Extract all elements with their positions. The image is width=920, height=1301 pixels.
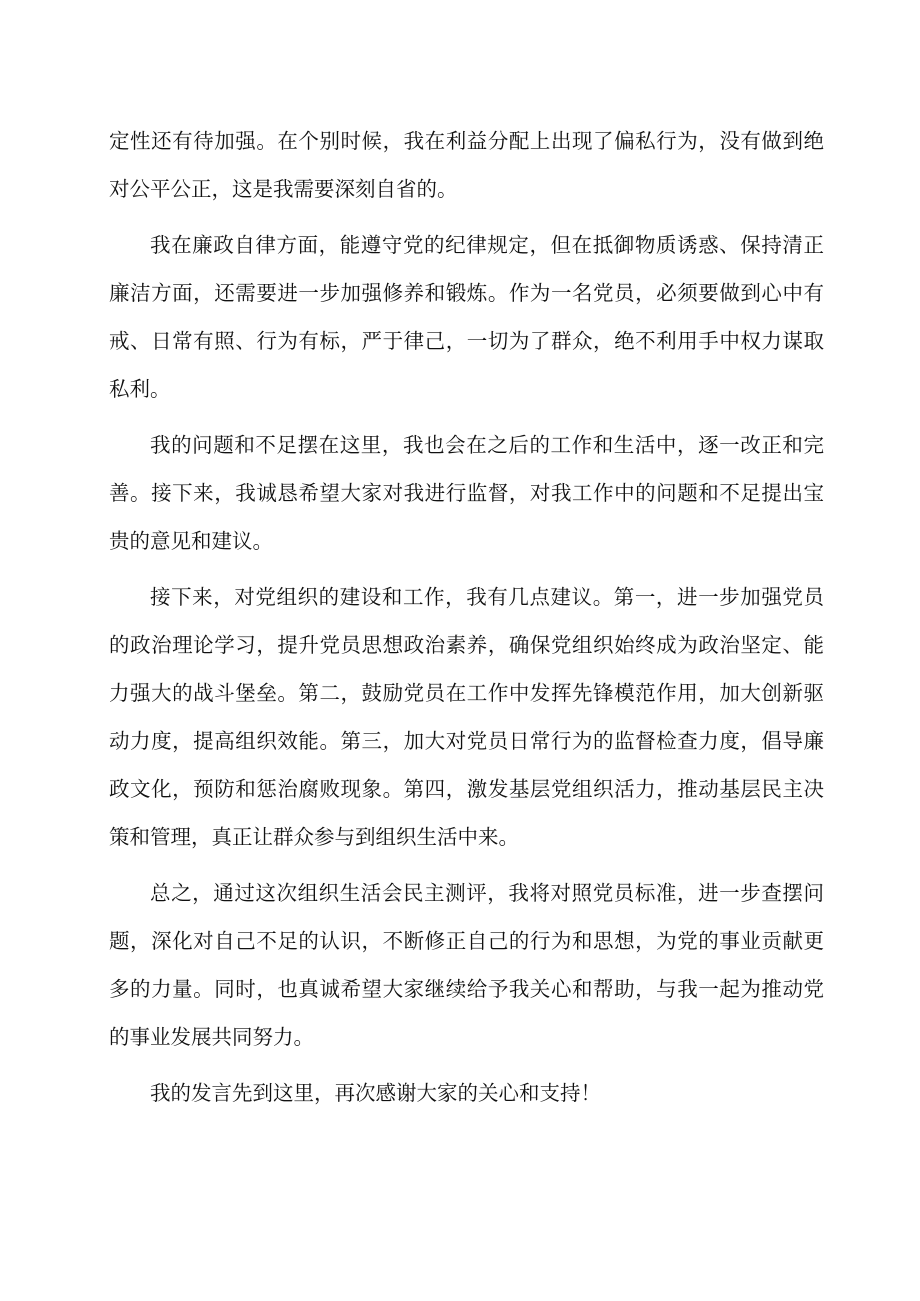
paragraph-closing: 我的发言先到这里，再次感谢大家的关心和支持！ — [150, 1081, 601, 1105]
paragraph-problems: 我的问题和不足摆在这里，我也会在之后的工作和生活中，逐一改正和完善。接下来，我诚恳希望大家对我进行监督，对我工作中的问题和不足提出宝贵的意见和建议。 — [109, 433, 824, 553]
paragraph-continuation: 定性还有待加强。在个别时候，我在利益分配上出现了偏私行为，没有做到绝对公平公正，这是我需要深刻自省的。 — [109, 129, 824, 201]
document-body — [109, 117, 824, 1117]
paragraph-conclusion: 总之，通过这次组织生活会民主测评，我将对照党员标准，进一步查摆问题，深化对自己不足的认识，不断修正自己的行为和思想，为党的事业贡献更多的力量。同时，也真诚希望大家继续给予我关心和帮助，与我一起为推动党的事业发展共同努力。 — [109, 881, 824, 1049]
paragraph-suggestions: 接下来，对党组织的建设和工作，我有几点建议。第一，进一步加强党员的政治理论学习，提升党员思想政治素养，确保党组织始终成为政治坚定、能力强大的战斗堡垒。第二，鼓励党员在工作中发挥先锋模范作用，加大创新驱动力度，提高组织效能。第三，加大对党员日常行为的监督检查力度，倡导廉政文化，预防和惩治腐败现象。第四，激发基层党组织活力，推动基层民主决策和管理，真正让群众参与到组织生活中来。 — [109, 585, 824, 849]
paragraph-integrity: 我在廉政自律方面，能遵守党的纪律规定，但在抵御物质诱惑、保持清正廉洁方面，还需要进一步加强修养和锻炼。作为一名党员，必须要做到心中有戒、日常有照、行为有标，严于律己，一切为了群众，绝不利用手中权力谋取私利。 — [109, 233, 824, 401]
